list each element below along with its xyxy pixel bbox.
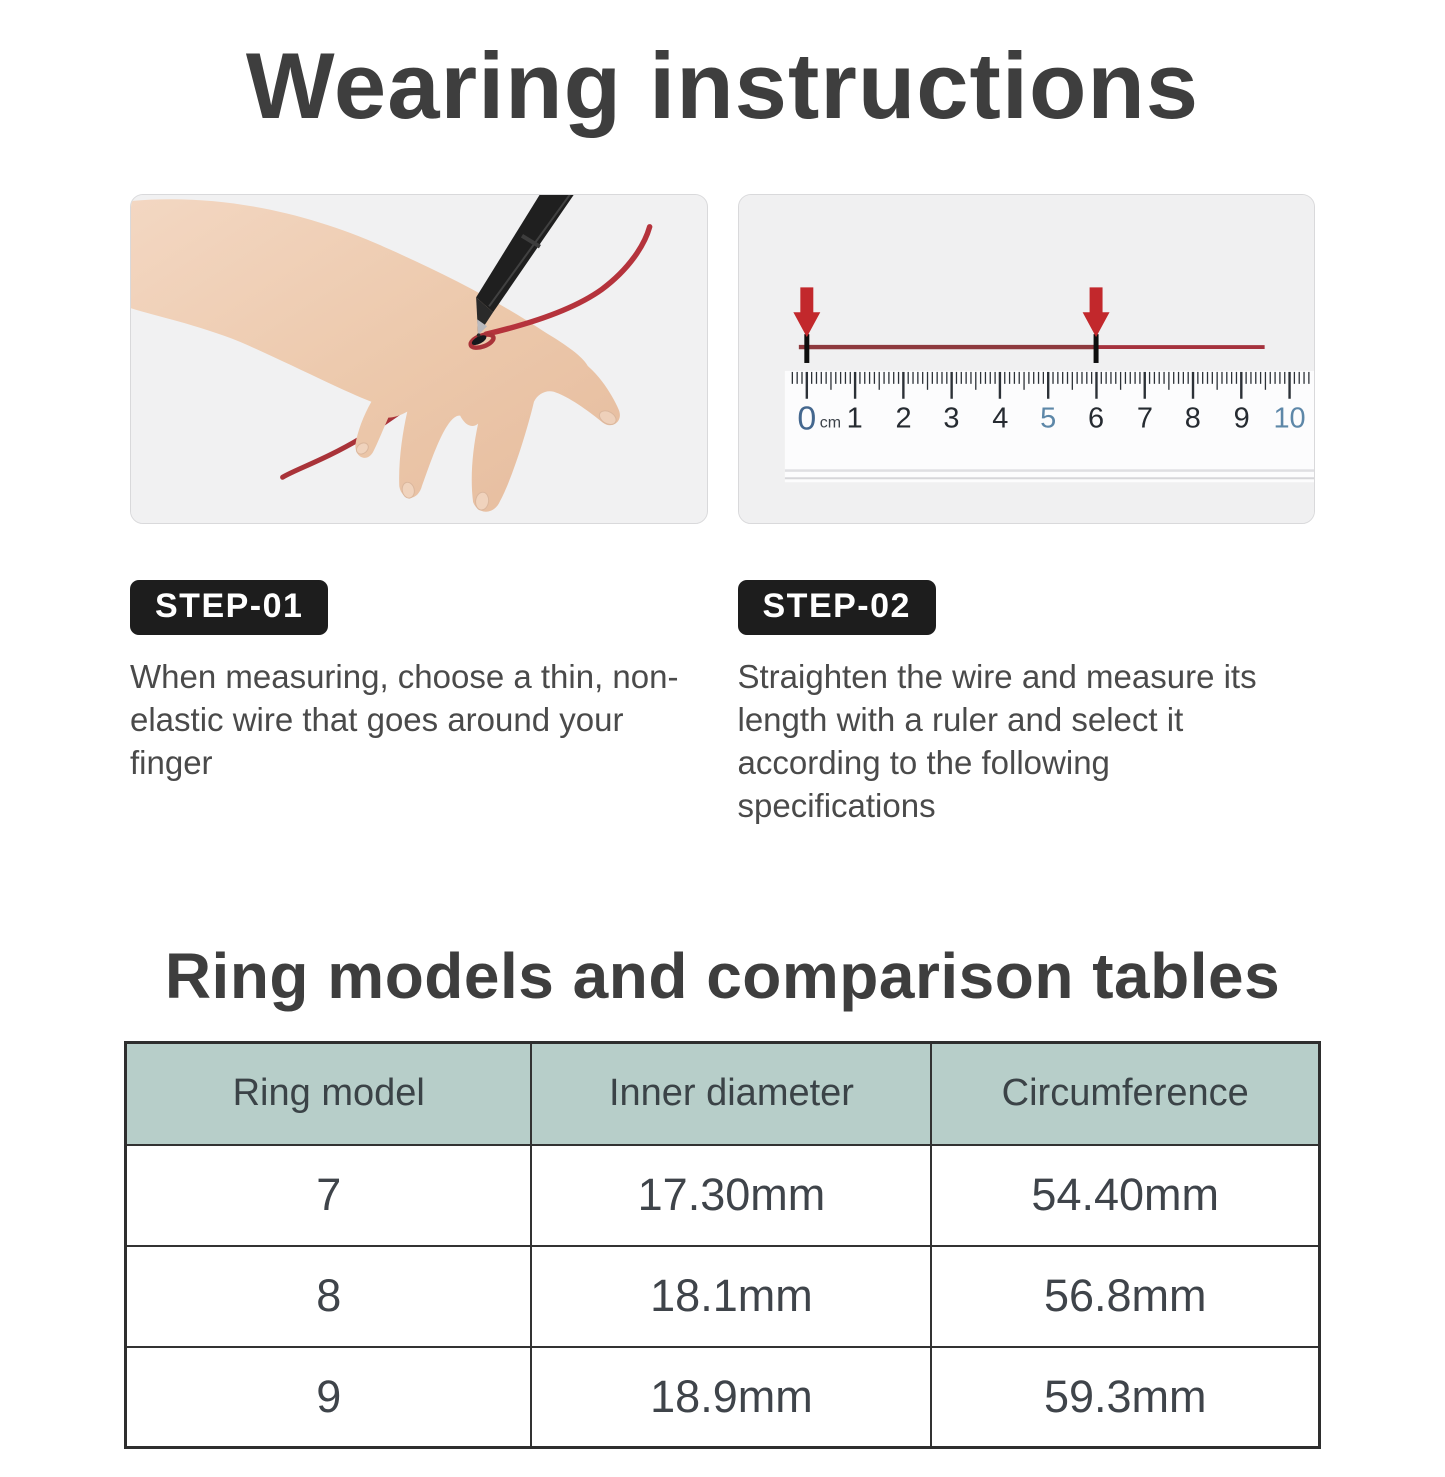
cell-model: 9 [126, 1347, 532, 1448]
cell-circumference: 59.3mm [931, 1347, 1319, 1448]
ruler-num-9: 9 [1233, 402, 1250, 435]
figure-step1-hand [130, 194, 708, 524]
ruler-num-3: 3 [942, 402, 959, 435]
table-row [126, 1347, 1320, 1448]
ruler-groove [784, 469, 1314, 471]
page-title: Wearing instructions [245, 33, 1200, 138]
mark-start [804, 334, 809, 363]
ruler-groove-2 [784, 477, 1314, 479]
table-header-row [126, 1043, 1320, 1145]
ruler-illustration [739, 195, 1315, 523]
step2-text: Straighten the wire and measure its length with a ruler and select it according to the following specifications [737, 658, 1257, 824]
ruler-num-1: 1 [846, 402, 863, 435]
cell-model: 7 [126, 1145, 532, 1246]
ruler-num-7: 7 [1136, 402, 1153, 435]
step-2 [738, 580, 1316, 827]
ruler-num-5: 5 [1039, 402, 1056, 435]
hand-wire-illustration [131, 195, 707, 523]
cell-diameter: 18.1mm [531, 1246, 931, 1347]
ruler-num-2: 2 [895, 402, 912, 435]
step1-text: When measuring, choose a thin, non-elastic wire that goes around your finger [130, 658, 679, 781]
ruler-num-8: 8 [1184, 402, 1201, 435]
header-inner-diameter: Inner diameter [531, 1043, 931, 1145]
cell-diameter: 18.9mm [531, 1347, 931, 1448]
cell-diameter: 17.30mm [531, 1145, 931, 1246]
cell-circumference: 54.40mm [931, 1145, 1319, 1246]
cell-model: 8 [126, 1246, 532, 1347]
table-row [126, 1246, 1320, 1347]
steps-row [130, 580, 1315, 827]
ruler-num-10: 10 [1272, 402, 1306, 435]
figure-step2-ruler [738, 194, 1316, 524]
section-title: Ring models and comparison tables [164, 940, 1281, 1012]
content [130, 194, 1315, 827]
table-row [126, 1145, 1320, 1246]
mark-end [1093, 334, 1098, 363]
figures-row [130, 194, 1315, 524]
ruler-num-4: 4 [991, 402, 1008, 435]
header-circumference: Circumference [931, 1043, 1319, 1145]
step-1 [130, 580, 708, 827]
header-ring-model: Ring model [126, 1043, 532, 1145]
ring-size-table [124, 1041, 1321, 1449]
step2-badge: STEP-02 [738, 580, 936, 635]
ruler-unit: cm [819, 414, 841, 432]
ruler-num-6: 6 [1087, 402, 1104, 435]
cell-circumference: 56.8mm [931, 1246, 1319, 1347]
ruler-num-0: 0 [796, 399, 816, 438]
step1-badge: STEP-01 [130, 580, 328, 635]
